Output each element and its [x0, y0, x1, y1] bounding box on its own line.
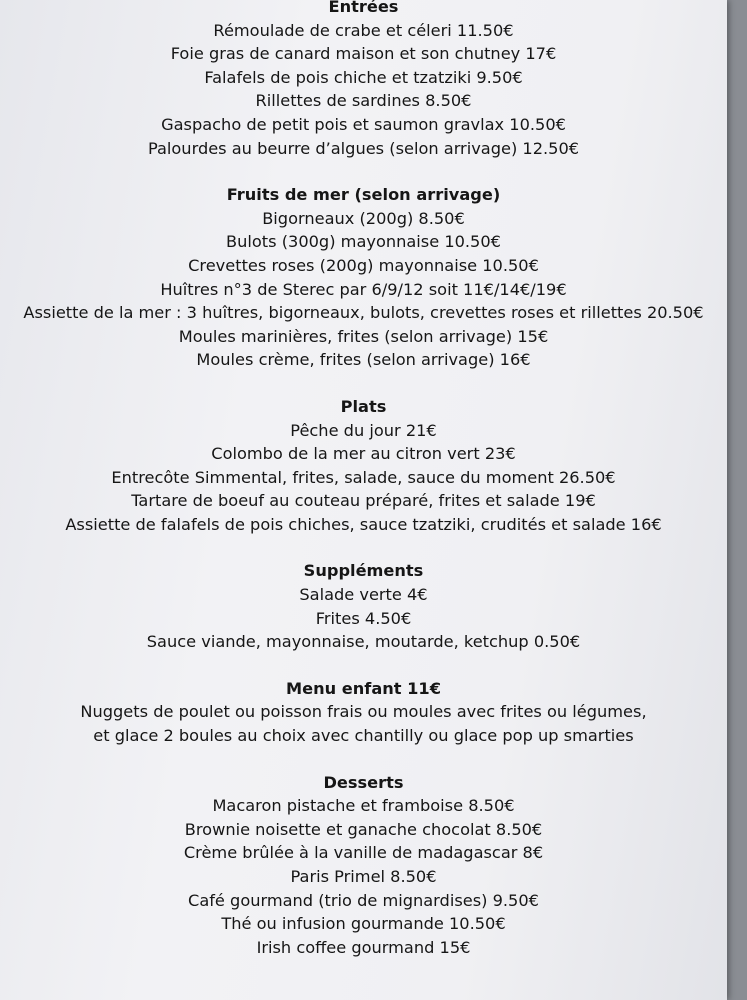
- menu-item: Macaron pistache et framboise 8.50€: [212, 796, 515, 816]
- menu-item: Bigorneaux (200g) 8.50€: [262, 208, 465, 228]
- menu-item: Gaspacho de petit pois et saumon gravlax 10.50€: [161, 114, 566, 134]
- menu-item: Foie gras de canard maison et son chutney 17€: [170, 44, 557, 64]
- section-desserts: [0, 771, 727, 960]
- section-fruits-de-mer: [0, 183, 727, 372]
- menu-item: Thé ou infusion gourmande 10.50€: [221, 914, 506, 934]
- menu-item: Frites 4.50€: [315, 608, 412, 628]
- menu-item: Paris Primel 8.50€: [290, 867, 437, 886]
- menu-item: Brownie noisette et ganache chocolat 8.50€: [184, 819, 543, 839]
- menu-item: Moules crème, frites (selon arrivage) 16€: [196, 350, 531, 370]
- menu-item: Sauce viande, mayonnaise, moutarde, ketchup 0.50€: [146, 632, 581, 652]
- menu-item: Café gourmand (trio de mignardises) 9.50€: [188, 890, 539, 910]
- menu-item: Assiette de falafels de pois chiches, sauce tzatziki, crudités et salade 16€: [65, 514, 662, 534]
- menu-item: Assiette de la mer : 3 huîtres, bigorneaux, bulots, crevettes roses et rillettes 20.50€: [23, 303, 704, 323]
- section-title-menu-enfant: Menu enfant 11€: [286, 678, 441, 698]
- menu-item: Crevettes roses (200g) mayonnaise 10.50€: [188, 255, 539, 275]
- section-supplements: [0, 559, 727, 653]
- menu-item: Moules marinières, frites (selon arrivage) 15€: [178, 326, 549, 346]
- menu-item: Crème brûlée à la vanille de madagascar 8€: [183, 843, 544, 863]
- menu-item: Nuggets de poulet ou poisson frais ou moules avec frites ou légumes,: [80, 702, 647, 722]
- section-menu-enfant: [0, 677, 727, 748]
- menu-item: Pêche du jour 21€: [290, 420, 437, 440]
- menu-item: Colombo de la mer au citron vert 23€: [211, 444, 516, 464]
- menu-item: et glace 2 boules au choix avec chantilly ou glace pop up smarties: [93, 726, 634, 746]
- menu-item: Salade verte 4€: [299, 585, 428, 605]
- section-title-entrees: Entrées: [328, 0, 399, 16]
- menu-item: Entrecôte Simmental, frites, salade, sauce du moment 26.50€: [111, 467, 616, 487]
- menu-item: Huîtres n°3 de Sterec par 6/9/12 soit 11€/14€/19€: [160, 279, 567, 299]
- menu-item: Irish coffee gourmand 15€: [256, 937, 471, 957]
- section-plats: [0, 395, 727, 537]
- section-title-supplements: Suppléments: [303, 561, 424, 581]
- menu-item: Rillettes de sardines 8.50€: [255, 91, 472, 111]
- menu-item: Rémoulade de crabe et céleri 11.50€: [213, 20, 514, 40]
- section-title-fruits-de-mer: Fruits de mer (selon arrivage): [226, 185, 501, 205]
- menu-item: Falafels de pois chiche et tzatziki 9.50€: [204, 67, 523, 87]
- menu-item: Tartare de boeuf au couteau préparé, frites et salade 19€: [131, 491, 596, 511]
- section-entrees: [0, 0, 727, 160]
- menu-item: Palourdes au beurre d’algues (selon arrivage) 12.50€: [147, 138, 580, 158]
- menu-item: Bulots (300g) mayonnaise 10.50€: [226, 232, 501, 252]
- section-title-desserts: Desserts: [323, 772, 404, 792]
- section-title-plats: Plats: [340, 396, 387, 416]
